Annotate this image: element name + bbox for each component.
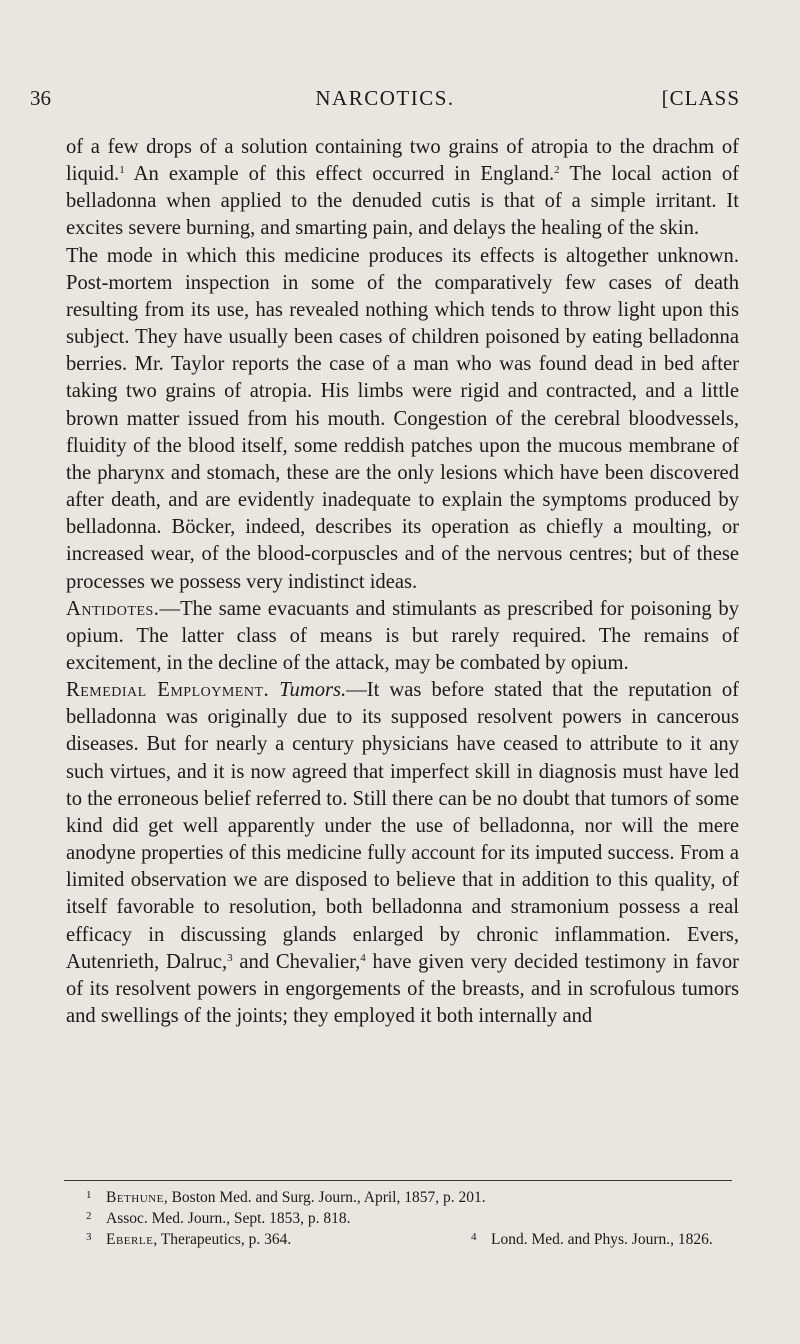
footnote-1-author: Bethune [106, 1189, 164, 1206]
footnote-1-text: , Boston Med. and Surg. Journ., April, 1857, p. 201. [163, 1189, 486, 1206]
footnote-ref-4: 4 [360, 951, 366, 964]
remedial-employment-heading: Remedial Employment. [66, 679, 270, 702]
footnote-1 [86, 1185, 746, 1206]
paragraph-remedial-employment [66, 677, 739, 1030]
paragraph-1-text-a: of a few drops of a solution containing two grains of atropia to the drachm of liquid. [66, 136, 739, 186]
page-number: 36 [30, 86, 51, 110]
footnote-4 [471, 1227, 713, 1250]
class-label: [CLASS [661, 86, 740, 110]
footnote-2-text: Assoc. Med. Journ., Sept. 1853, p. 818. [106, 1210, 351, 1227]
footnote-divider [64, 1180, 732, 1181]
remedial-text-a: —It was before stated that the reputation of belladonna was originally due to its supposed resolvent powers in cancerous diseases. But for nearly a century physicians have ceased to attribute to it any such virtues, and it is now agreed that imperfect skill in diagnosis must have led to the erroneous belief referred to. Still there can be no doubt that tumors of some kind did get well apparently under the use of belladonna, nor will the mere anodyne properties of this medicine fully account for its imputed success. From a limited observation we are disposed to believe that in addition to this quality, of itself favorable to resolution, both belladonna and stramonium possess a real efficacy in discussing glands enlarged by chronic inflammation. Evers, Autenrieth, Dalruc, [66, 679, 739, 973]
page-header [30, 86, 740, 114]
paragraph-1 [66, 134, 739, 243]
body-text [66, 134, 739, 1030]
footnote-3-4-line [86, 1227, 746, 1248]
footnote-2 [86, 1206, 746, 1227]
antidotes-heading: Antidotes. [66, 597, 160, 620]
footnote-3-author: Eberle [106, 1231, 154, 1248]
paragraph-antidotes [66, 596, 739, 677]
running-title: NARCOTICS. [315, 86, 455, 110]
paragraph-1-text-b: An example of this effect occurred in England. [124, 163, 555, 186]
footnote-3-text: , Therapeutics, p. 364. [153, 1231, 292, 1248]
paragraph-2: The mode in which this medicine produces its effects is altogether unknown. Post-mortem inspection in some of the comparatively few cases of death resulting from its use, has revealed nothing which tends to throw light upon this subject. They have usually been cases of children poisoned by eating belladonna berries. Mr. Taylor reports the case of a man who was found dead in bed after taking two grains of atropia. His limbs were rigid and contracted, and a little brown matter issued from his mouth. Congestion of the cerebral bloodvessels, fluidity of the blood itself, some reddish patches upon the mucous membrane of the pharynx and stomach, these are the only lesions which have been discovered after death, and are evidently inadequate to explain the symptoms produced by belladonna. Böcker, indeed, describes its operation as chiefly a moulting, or increased wear, of the blood-corpuscles and of the nervous centres; but of these processes we possess very indistinct ideas. [66, 244, 739, 593]
tumors-subheading: Tumors. [279, 679, 347, 702]
footnote-1-number: 1 [86, 1189, 92, 1201]
footnote-ref-1: 1 [119, 164, 125, 177]
antidotes-text: —The same evacuants and stimulants as prescribed for poisoning by opium. The latter class of means is but rarely required. The remains of excitement, in the decline of the attack, may be combated by opium. [66, 597, 739, 674]
footnote-ref-3: 3 [227, 951, 233, 964]
footnote-2-number: 2 [86, 1210, 92, 1222]
footnotes [86, 1185, 746, 1248]
footnote-4-number: 4 [471, 1231, 477, 1243]
remedial-text-b: and Chevalier, [232, 950, 361, 973]
footnote-3-number: 3 [86, 1231, 92, 1243]
paragraph-1-text-c: The local action of belladonna when applied to the denuded cutis is that of a simple irritant. It excites severe burning, and smarting pain, and delays the healing of the skin. [66, 163, 740, 240]
remedial-text-c: have given very decided testimony in favor of its resolvent powers in engorgements of the breasts, and in scrofulous tumors and swellings of the joints; they employed it both internally and [66, 950, 739, 1027]
footnote-ref-2: 2 [554, 164, 560, 177]
footnote-4-text: Lond. Med. and Phys. Journ., 1826. [491, 1231, 713, 1248]
